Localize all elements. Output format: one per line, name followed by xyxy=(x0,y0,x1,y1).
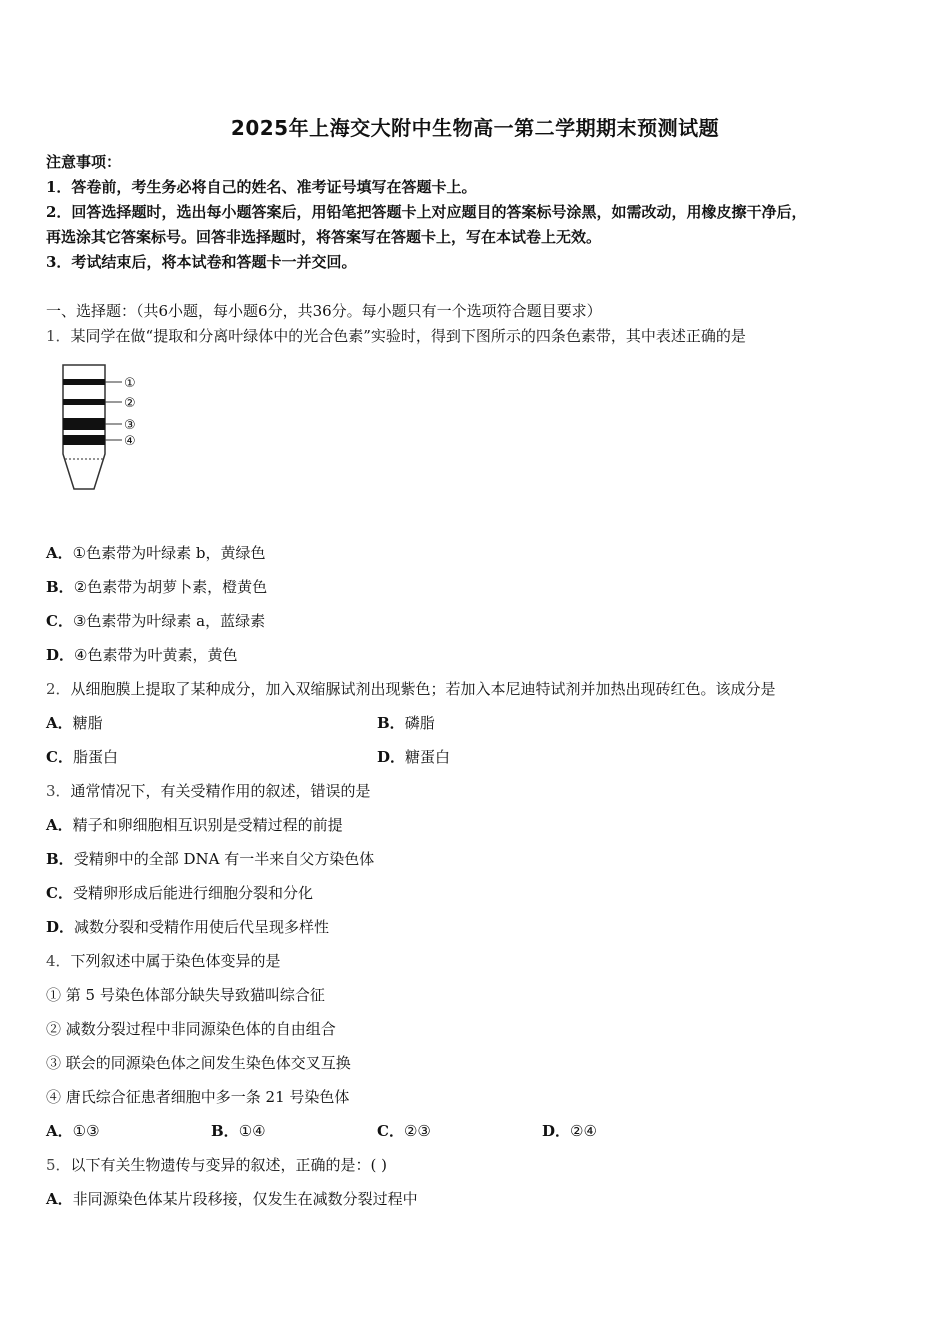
q3-option-b[interactable] xyxy=(46,849,374,869)
question-3-stem xyxy=(46,781,371,801)
pigment-band-1 xyxy=(63,379,105,385)
question-4-number: 4． xyxy=(46,952,71,970)
q3-option-d[interactable] xyxy=(46,917,329,937)
option-letter: B． xyxy=(46,850,74,868)
option-letter: D． xyxy=(46,918,75,936)
question-2-text: 从细胞膜上提取了某种成分，加入双缩脲试剂出现紫色；若加入本尼迪特试剂并加热出现砖红色。该成分是 xyxy=(70,680,776,698)
option-letter: C． xyxy=(46,748,73,766)
question-3-text: 通常情况下，有关受精作用的叙述，错误的是 xyxy=(70,782,371,800)
option-text: 精子和卵细胞相互识别是受精过程的前提 xyxy=(72,816,343,834)
option-text: 非同源染色体某片段移接，仅发生在减数分裂过程中 xyxy=(72,1190,418,1208)
q4-statement-4: ④ 唐氏综合征患者细胞中多一条 21 号染色体 xyxy=(46,1088,350,1106)
q4-statement-1: ① 第 5 号染色体部分缺失导致猫叫综合征 xyxy=(46,986,325,1004)
q4-statement-2: ② 减数分裂过程中非同源染色体的自由组合 xyxy=(46,1020,336,1038)
option-text: 糖蛋白 xyxy=(405,748,451,766)
q1-option-b[interactable] xyxy=(46,577,267,597)
option-letter: B． xyxy=(377,714,405,732)
page-title: 2025年上海交大附中生物高一第二学期期末预测试题 xyxy=(230,116,720,140)
notice-item-3: 3．考试结束后，将本试卷和答题卡一并交回。 xyxy=(46,253,357,271)
question-1-stem xyxy=(46,326,746,346)
option-letter: C． xyxy=(377,1122,404,1140)
q1-option-a[interactable] xyxy=(46,543,265,563)
q4-option-b[interactable] xyxy=(211,1121,266,1141)
option-letter: B． xyxy=(211,1122,239,1140)
notice-heading: 注意事项： xyxy=(46,153,122,171)
q2-option-d[interactable] xyxy=(377,747,450,767)
option-letter: A． xyxy=(46,714,73,732)
question-5-stem xyxy=(46,1155,387,1175)
q4-option-d[interactable] xyxy=(542,1121,597,1141)
pigment-band-diagram xyxy=(44,362,154,498)
question-1-number: 1． xyxy=(46,327,71,345)
option-letter: C． xyxy=(46,884,73,902)
option-letter: C． xyxy=(46,612,73,630)
notice-item-1: 1．答卷前，考生务必将自己的姓名、准考证号填写在答题卡上。 xyxy=(46,178,477,196)
option-letter: D． xyxy=(377,748,406,766)
q4-option-c[interactable] xyxy=(377,1121,431,1141)
question-3-number: 3． xyxy=(46,782,71,800)
question-1-text: 某同学在做“提取和分离叶绿体中的光合色素”实验时，得到下图所示的四条色素带，其中表述正确的是 xyxy=(70,327,746,345)
option-text: ②色素带为胡萝卜素，橙黄色 xyxy=(73,578,268,596)
q4-statement-3: ③ 联会的同源染色体之间发生染色体交叉互换 xyxy=(46,1054,351,1072)
option-letter: A． xyxy=(46,816,73,834)
q3-option-c[interactable] xyxy=(46,883,313,903)
question-5-number: 5． xyxy=(46,1156,71,1174)
question-2-stem xyxy=(46,679,776,699)
option-text: 糖脂 xyxy=(72,714,103,732)
band-label-2: ② xyxy=(124,396,136,411)
option-text: 受精卵中的全部 DNA 有一半来自父方染色体 xyxy=(73,850,375,868)
option-letter: D． xyxy=(542,1122,571,1140)
pigment-band-4 xyxy=(63,435,105,445)
notice-item-2: 2．回答选择题时，选出每小题答案后，用铅笔把答题卡上对应题目的答案标号涂黑，如需改动，用橡皮擦干净后， xyxy=(46,203,807,221)
option-text: 受精卵形成后能进行细胞分裂和分化 xyxy=(72,884,313,902)
section-heading: 一、选择题：（共6小题，每小题6分，共36分。每小题只有一个选项符合题目要求） xyxy=(46,302,602,320)
question-2-number: 2． xyxy=(46,680,71,698)
pigment-band-2 xyxy=(63,399,105,405)
band-label-3: ③ xyxy=(124,418,136,433)
question-4-stem xyxy=(46,951,281,971)
option-text: 脂蛋白 xyxy=(72,748,118,766)
band-label-4: ④ xyxy=(124,434,136,449)
q1-option-c[interactable] xyxy=(46,611,265,631)
q4-option-a[interactable] xyxy=(46,1121,100,1141)
option-text: ①④ xyxy=(238,1122,266,1140)
option-text: ①色素带为叶绿素 b，黄绿色 xyxy=(72,544,266,562)
option-letter: A． xyxy=(46,544,73,562)
option-text: ②③ xyxy=(403,1122,431,1140)
q3-option-a[interactable] xyxy=(46,815,343,835)
option-letter: A． xyxy=(46,1122,73,1140)
pigment-band-3 xyxy=(63,418,105,430)
band-label-1: ① xyxy=(124,376,136,391)
q2-option-c[interactable] xyxy=(46,747,118,767)
q2-option-b[interactable] xyxy=(377,713,435,733)
option-text: 磷脂 xyxy=(404,714,435,732)
option-letter: B． xyxy=(46,578,74,596)
option-text: ①③ xyxy=(72,1122,100,1140)
q1-option-d[interactable] xyxy=(46,645,237,665)
option-text: ④色素带为叶黄素，黄色 xyxy=(74,646,238,664)
question-4-text: 下列叙述中属于染色体变异的是 xyxy=(70,952,281,970)
q5-option-a[interactable] xyxy=(46,1189,418,1209)
option-text: ②④ xyxy=(570,1122,597,1140)
option-letter: A． xyxy=(46,1190,73,1208)
notice-item-2-cont: 再选涂其它答案标号。回答非选择题时，将答案写在答题卡上，写在本试卷上无效。 xyxy=(46,228,602,246)
option-letter: D． xyxy=(46,646,75,664)
option-text: 减数分裂和受精作用使后代呈现多样性 xyxy=(74,918,330,936)
question-5-text: 以下有关生物遗传与变异的叙述，正确的是：( ) xyxy=(70,1156,388,1174)
q2-option-a[interactable] xyxy=(46,713,103,733)
option-text: ③色素带为叶绿素 a，蓝绿素 xyxy=(72,612,266,630)
